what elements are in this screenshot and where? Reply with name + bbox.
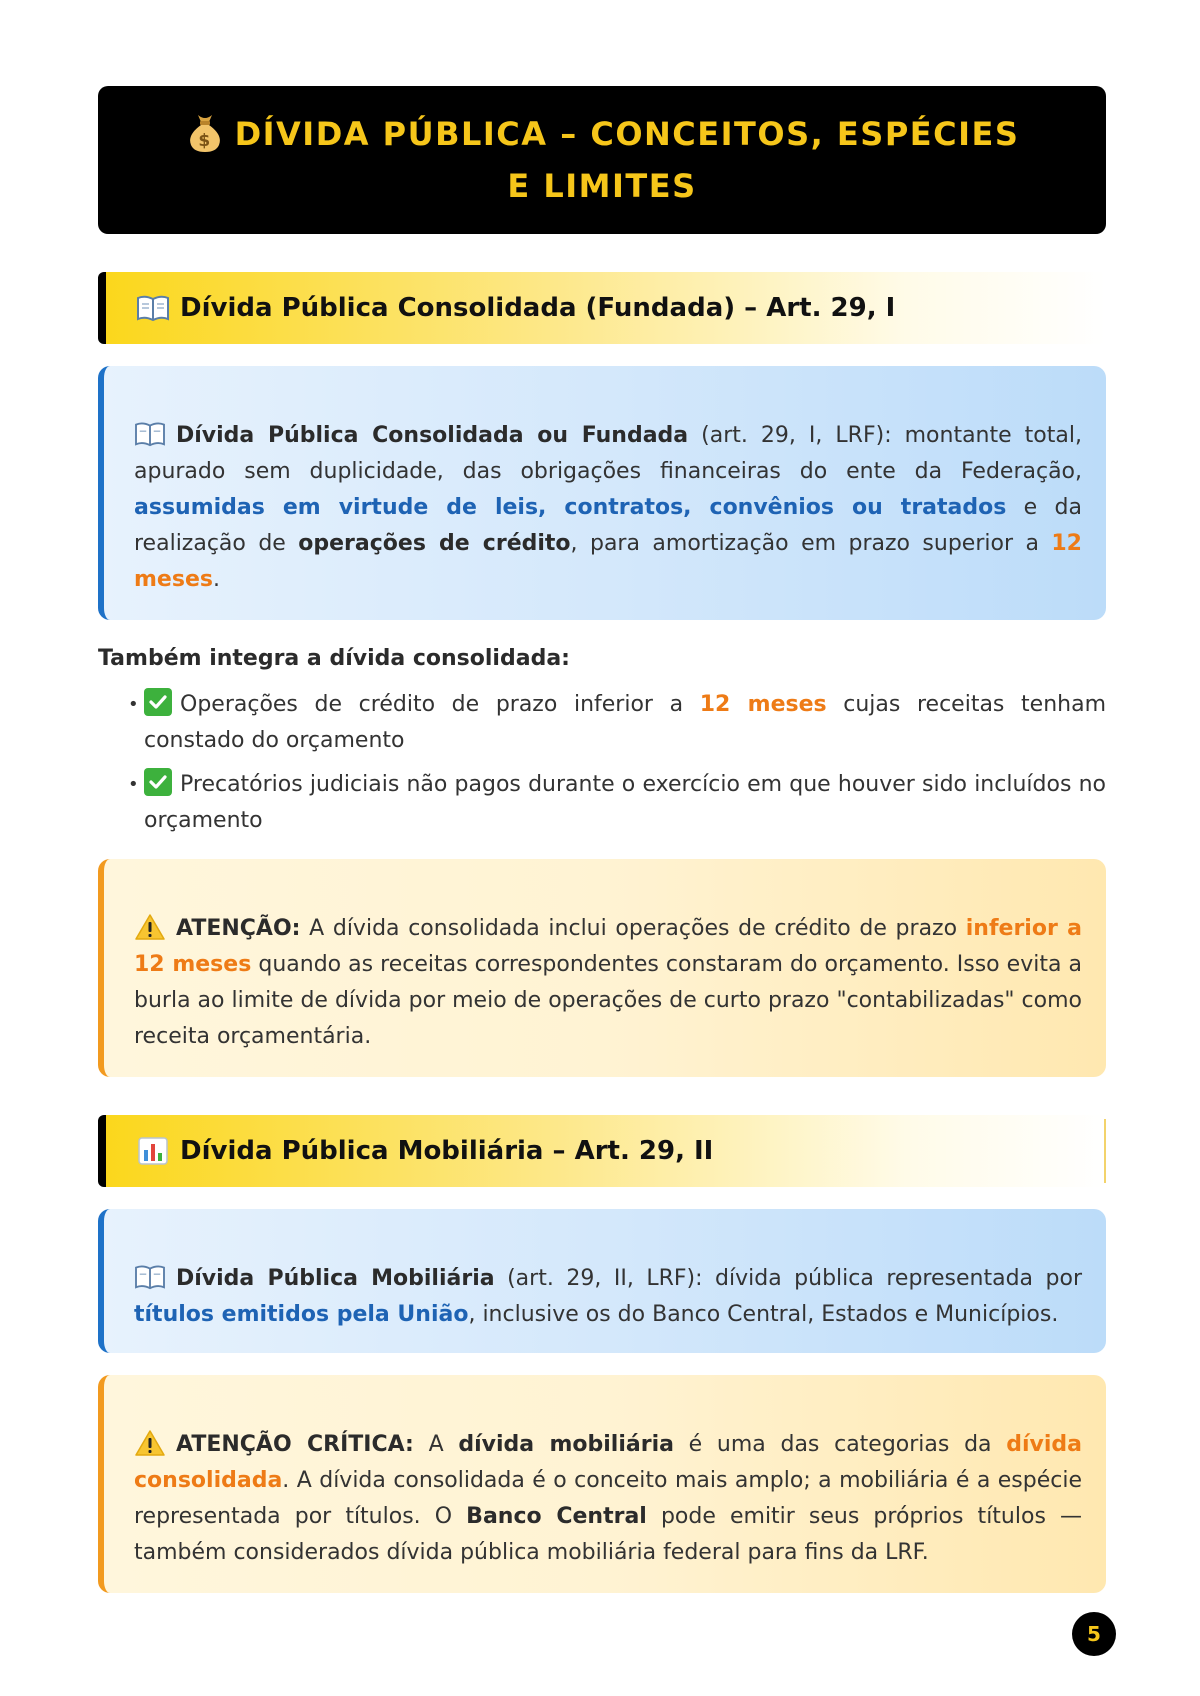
list-item	[98, 767, 1106, 839]
warning-text: é uma das categorias da	[673, 1432, 1007, 1457]
section-title: Dívida Pública Consolidada (Fundada) – Art. 29, I	[180, 293, 896, 323]
bullet-list	[98, 687, 1106, 839]
definition-callout-consolidada	[98, 366, 1106, 620]
page-number: 5	[1072, 1612, 1116, 1656]
definition-highlight: 12 meses	[134, 531, 1082, 592]
svg-text:$: $	[197, 131, 212, 151]
warning-callout-consolidada	[98, 859, 1106, 1077]
page-title	[178, 108, 1026, 212]
section-header-mobiliaria	[98, 1115, 1106, 1187]
definition-text: , para amortização em prazo superior a	[570, 531, 1052, 556]
definition-text: e da realização de	[134, 495, 1082, 556]
money-bag-icon	[185, 109, 225, 153]
warning-text: quando as receitas correspondentes constaram do orçamento. Isso evita a burla ao limite de dívida por meio de operações de curto prazo "contabilizadas" como receita orçamentária.	[134, 952, 1082, 1049]
definition-callout-mobiliaria	[98, 1209, 1106, 1353]
page	[98, 86, 1106, 1593]
warning-text: . A dívida consolidada é o conceito mais amplo; a mobiliária é a espécie representada por títulos. O	[134, 1468, 1082, 1529]
check-mark-icon	[144, 768, 172, 796]
section-title: Dívida Pública Mobiliária – Art. 29, II	[180, 1136, 714, 1166]
warning-highlight: inferior a 12 meses	[134, 916, 1082, 977]
also-integrates-heading: Também integra a dívida consolidada:	[98, 646, 570, 671]
warning-label: ATENÇÃO CRÍTICA:	[176, 1432, 414, 1457]
warning-bold: Banco Central	[466, 1504, 647, 1529]
warning-icon	[134, 913, 166, 941]
open-book-icon	[136, 293, 170, 323]
warning-callout-mobiliaria	[98, 1375, 1106, 1593]
section-header-consolidada	[98, 272, 1106, 344]
warning-icon	[134, 1429, 166, 1457]
warning-text: pode emitir seus próprios títulos — também considerados dívida pública mobiliária federal para fins da LRF.	[134, 1504, 1083, 1565]
definition-text: (art. 29, II, LRF): dívida pública representada por	[494, 1266, 1082, 1291]
warning-text: A	[413, 1432, 459, 1457]
bar-chart-icon	[136, 1136, 170, 1166]
list-item-text: Precatórios judiciais não pagos durante o exercício em que houver sido incluídos no orçamento	[144, 772, 1106, 833]
warning-text: A dívida consolidada inclui operações de crédito de prazo	[300, 916, 966, 941]
list-item-text: cujas receitas tenham constado do orçamento	[144, 692, 1106, 753]
page-title-bar	[98, 86, 1106, 234]
check-mark-icon	[144, 688, 172, 716]
list-item-text: Operações de crédito de prazo inferior a	[180, 692, 700, 717]
warning-label: ATENÇÃO:	[176, 916, 301, 941]
definition-bold: operações de crédito	[298, 531, 571, 556]
definition-highlight: assumidas em virtude de leis, contratos, convênios ou tratados	[134, 495, 1007, 520]
definition-term: Dívida Pública Mobiliária	[176, 1266, 495, 1291]
definition-text: .	[212, 567, 220, 592]
warning-highlight: dívida consolidada	[134, 1432, 1082, 1493]
definition-term: Dívida Pública Consolidada ou Fundada	[176, 423, 689, 448]
definition-text: (art. 29, I, LRF): montante total, apurado sem duplicidade, das obrigações financeiras do ente da Federação,	[134, 423, 1082, 484]
warning-bold: dívida mobiliária	[458, 1432, 674, 1457]
open-book-icon	[134, 1263, 166, 1291]
definition-highlight: títulos emitidos pela União	[134, 1302, 469, 1327]
list-item	[98, 687, 1106, 759]
open-book-icon	[134, 420, 166, 448]
definition-text: , inclusive os do Banco Central, Estados e Municípios.	[468, 1302, 1059, 1327]
list-item-highlight: 12 meses	[699, 692, 827, 717]
page-title-text: DÍVIDA PÚBLICA – CONCEITOS, ESPÉCIES E LIMITES	[234, 115, 1020, 205]
